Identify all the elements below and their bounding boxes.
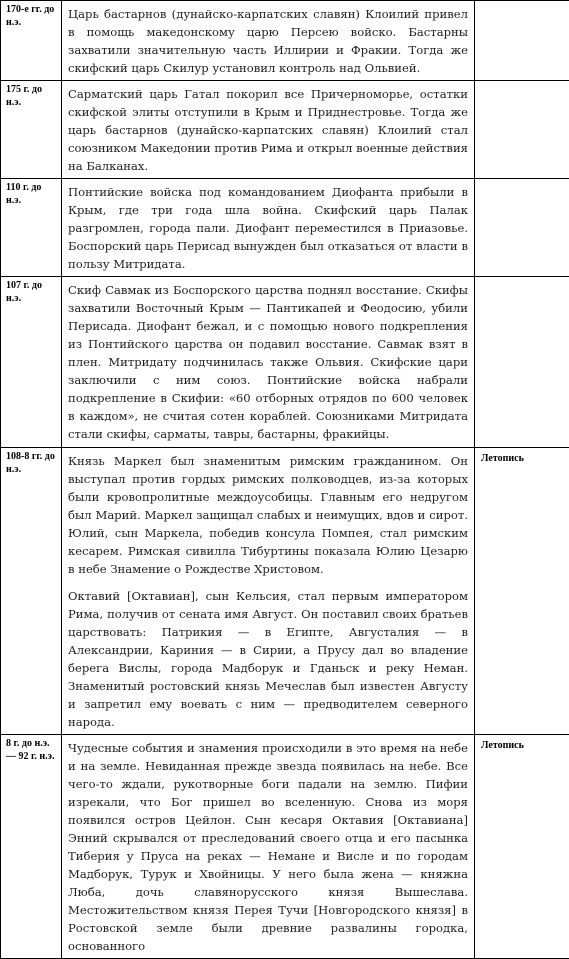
- event-text: Сарматский царь Гатал покорил все Причерноморье, остатки скифской элиты отступили в Крым и Приднестровье. Тогда же царь бастарнов (дунайско-карпатских славян) Клоилий стал союзником Македонии против Рима и открыл военные действия на Балканах.: [68, 85, 468, 175]
- row-date: 8 г. до н.э. — 92 г. н.э.: [1, 735, 61, 763]
- event-cell: [62, 277, 475, 448]
- row-date: 170-е гг. до н.э.: [1, 1, 61, 29]
- event-text: Князь Маркел был знаменитым римским гражданином. Он выступал против гордых римских полководцев, из-за которых были кровопролитные междоусобицы. Главным его недругом был Марий. Маркел защищал слабых и неимущих, вдов и сирот. Юлий, сын Маркела, победив консула Помпея, стал римским кесарем. Римская сивилла Тибуртины показала Юлию Цезарю в небе Знамение о Рождестве Христовом.: [68, 452, 468, 578]
- table-row: [1, 1, 569, 81]
- row-source: [475, 179, 569, 183]
- event-cell: [62, 1, 475, 81]
- source-cell: [475, 277, 569, 448]
- source-cell: [475, 1, 569, 81]
- table-row: [1, 81, 569, 179]
- row-date: 175 г. до н.э.: [1, 81, 61, 109]
- row-source: [475, 277, 569, 281]
- event-text: Скиф Савмак из Боспорского царства поднял восстание. Скифы захватили Восточный Крым — Пантикапей и Феодосию, убили Перисада. Диофант бежал, и с помощью нового подкрепления из Понтийского царства он подавил восстание. Савмак взят в плен. Митридату подчинилась также Ольвия. Скифские цари заключили с ним союз. Понтийские войска набрали подкрепление в Скифии: «60 отборных отрядов по 600 человек в каждом», не считая сотен кораблей. Союзниками Митридата стали скифы, сарматы, тавры, бастарны, фракийцы.: [68, 281, 468, 443]
- row-source: Летопись: [475, 448, 569, 465]
- row-date: 107 г. до н.э.: [1, 277, 61, 305]
- event-text: Понтийские войска под командованием Диофанта прибыли в Крым, где три года шла война. Скифский царь Палак разгромлен, города пали. Диофант переместился в Приазовье. Боспорский царь Перисад вынужден был отказаться от власти в пользу Митридата.: [68, 183, 468, 273]
- event-text: Чудесные события и знамения происходили в это время на небе и на земле. Невиданная прежде звезда появилась на небе. Все чего-то ждали, рукотворные боги падали на землю. Пифии изрекали, что Бог пришел во вселенную. Снова из моря появился остров Цейлон. Сын кесаря Октавия [Октавиана] Энний скрывался от преследований своего отца и его пасынка Тиберия у Пруса на реках — Немане и Висле и по городам Мадборук, Турук и Хвойницы. У него была жена — княжна Люба, дочь славянорусского князя Вышеслава. Местожительством князя Перея Тучи [Новгородского князя] в Ростовской земле были древние развалины городка, основанного: [68, 739, 468, 955]
- event-cell: [62, 81, 475, 179]
- event-cell: [62, 448, 475, 735]
- source-cell: [475, 81, 569, 179]
- row-source: Летопись: [475, 735, 569, 752]
- date-cell: [1, 81, 62, 179]
- row-date: 110 г. до н.э.: [1, 179, 61, 207]
- row-source: [475, 1, 569, 5]
- table-row: [1, 179, 569, 277]
- event-text: Октавий [Октавиан], сын Кельсия, стал первым императором Рима, получив от сената имя Август. Он поставил своих братьев царствовать: Патрикия — в Египте, Августалия — в Александрии, Кариния — в Сирии, а Прусу дал во владение берега Вислы, города Мадборук и Гданьск и реку Неман. Знаменитый ростовский князь Мечеслав был известен Августу и запретил ему воевать с ним — предводителем северного народа.: [68, 587, 468, 731]
- source-cell: [475, 179, 569, 277]
- date-cell: [1, 277, 62, 448]
- event-text: Царь бастарнов (дунайско-карпатских славян) Клоилий привел в помощь македонскому царю Персею войско. Бастарны захватили значительную часть Иллирии и Фракии. Тогда же скифский царь Скилур установил контроль над Ольвией.: [68, 5, 468, 77]
- row-date: 108-8 гг. до н.э.: [1, 448, 61, 476]
- row-source: [475, 81, 569, 85]
- event-cell: [62, 179, 475, 277]
- date-cell: [1, 1, 62, 81]
- date-cell: [1, 448, 62, 735]
- table-row: [1, 448, 569, 735]
- table-row: [1, 277, 569, 448]
- source-cell: [475, 448, 569, 735]
- date-cell: [1, 179, 62, 277]
